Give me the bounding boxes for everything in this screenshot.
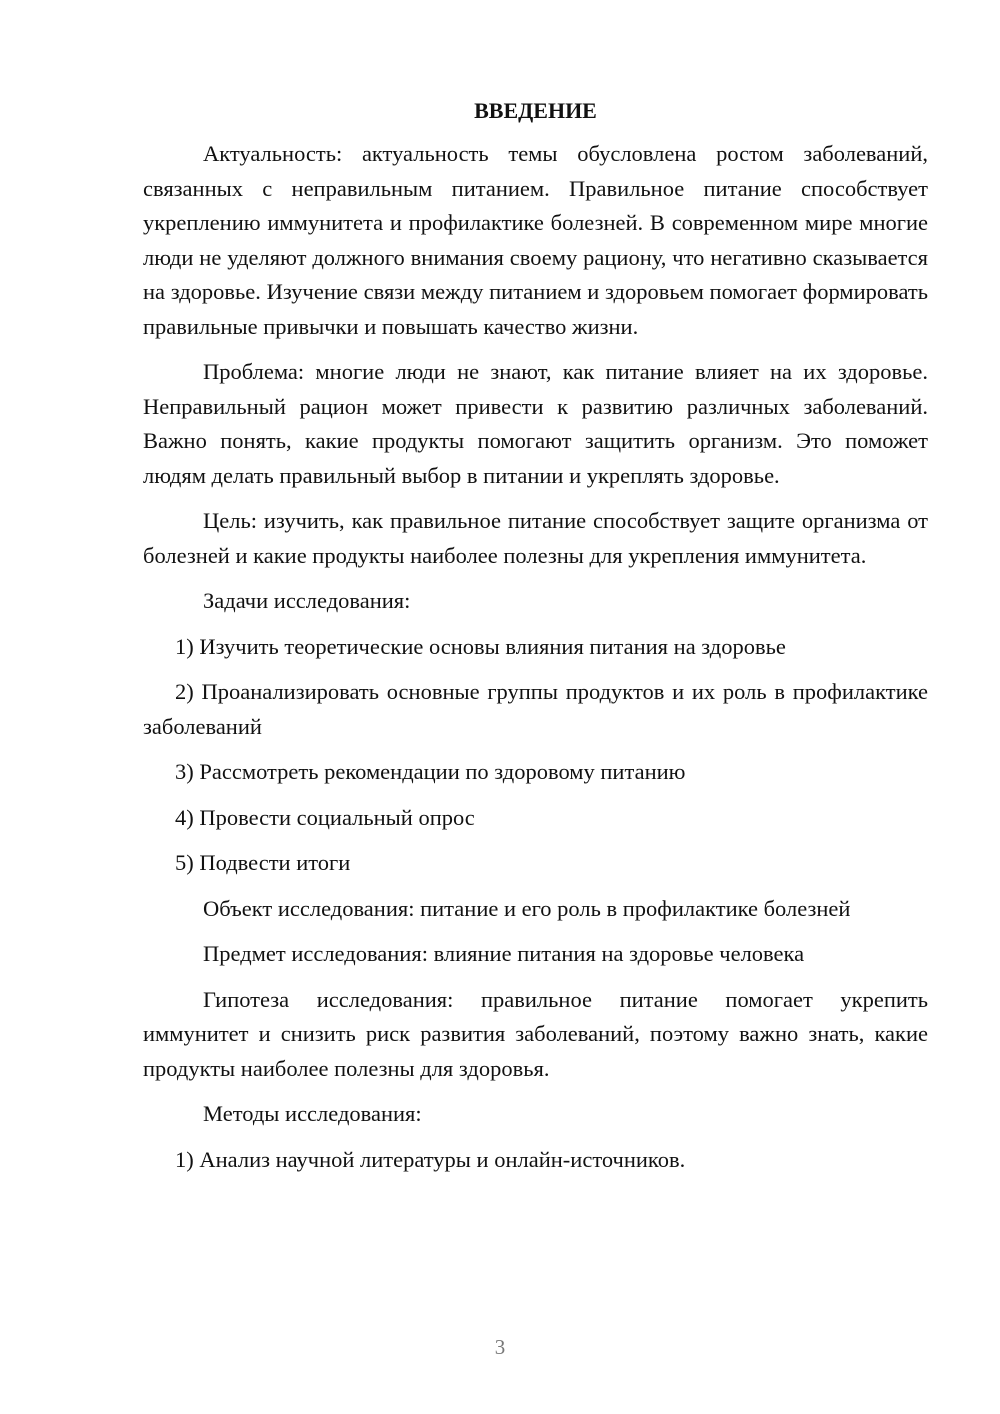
page-number: 3 xyxy=(494,1335,506,1359)
document-page xyxy=(143,96,928,1188)
task-item-1: 1) Изучить теоретические основы влияния питания на здоровье xyxy=(175,633,786,659)
task-item-3: 3) Рассмотреть рекомендации по здоровому питанию xyxy=(175,759,686,784)
paragraph-problem: Проблема: многие люди не знают, как питание влияет на их здоровье. Неправильный рацион может привести к развитию различных заболеваний. Важно понять, какие продукты помогают защитить организм. Это поможет людям делать правильный выбор в питании и укреплять здоровье. xyxy=(143,359,928,488)
task-item-2: 2) Проанализировать основные группы продуктов и их роль в профилактике заболеваний xyxy=(143,679,928,739)
task-item-5: 5) Подвести итоги xyxy=(175,850,351,875)
paragraph-relevance: Актуальность: актуальность темы обусловлена ростом заболеваний, связанных с неправильным питанием. Правильное питание способствует укреплению иммунитета и профилактике болезней. В современном мире многие люди не уделяют должного внимания своему рациону, что негативно сказывается на здоровье. Изучение связи между питанием и здоровьем помогает формировать правильные привычки и повышать качество жизни. xyxy=(143,141,928,339)
method-item-1: 1) Анализ научной литературы и онлайн-источников. xyxy=(175,1146,686,1172)
paragraph-object: Объект исследования: питание и его роль в профилактике болезней xyxy=(203,895,851,921)
tasks-heading: Задачи исследования: xyxy=(203,588,411,613)
methods-heading: Методы исследования: xyxy=(203,1101,422,1126)
paragraph-hypothesis: Гипотеза исследования: правильное питание помогает укрепить иммунитет и снизить риск развития заболеваний, поэтому важно знать, какие продукты наиболее полезны для здоровья. xyxy=(143,986,928,1081)
section-title: ВВЕДЕНИЕ xyxy=(474,98,597,123)
paragraph-subject: Предмет исследования: влияние питания на здоровье человека xyxy=(203,941,805,966)
task-item-4: 4) Провести социальный опрос xyxy=(175,804,475,830)
paragraph-goal: Цель: изучить, как правильное питание способствует защите организма от болезней и какие продукты наиболее полезны для укрепления иммунитета. xyxy=(143,508,928,568)
